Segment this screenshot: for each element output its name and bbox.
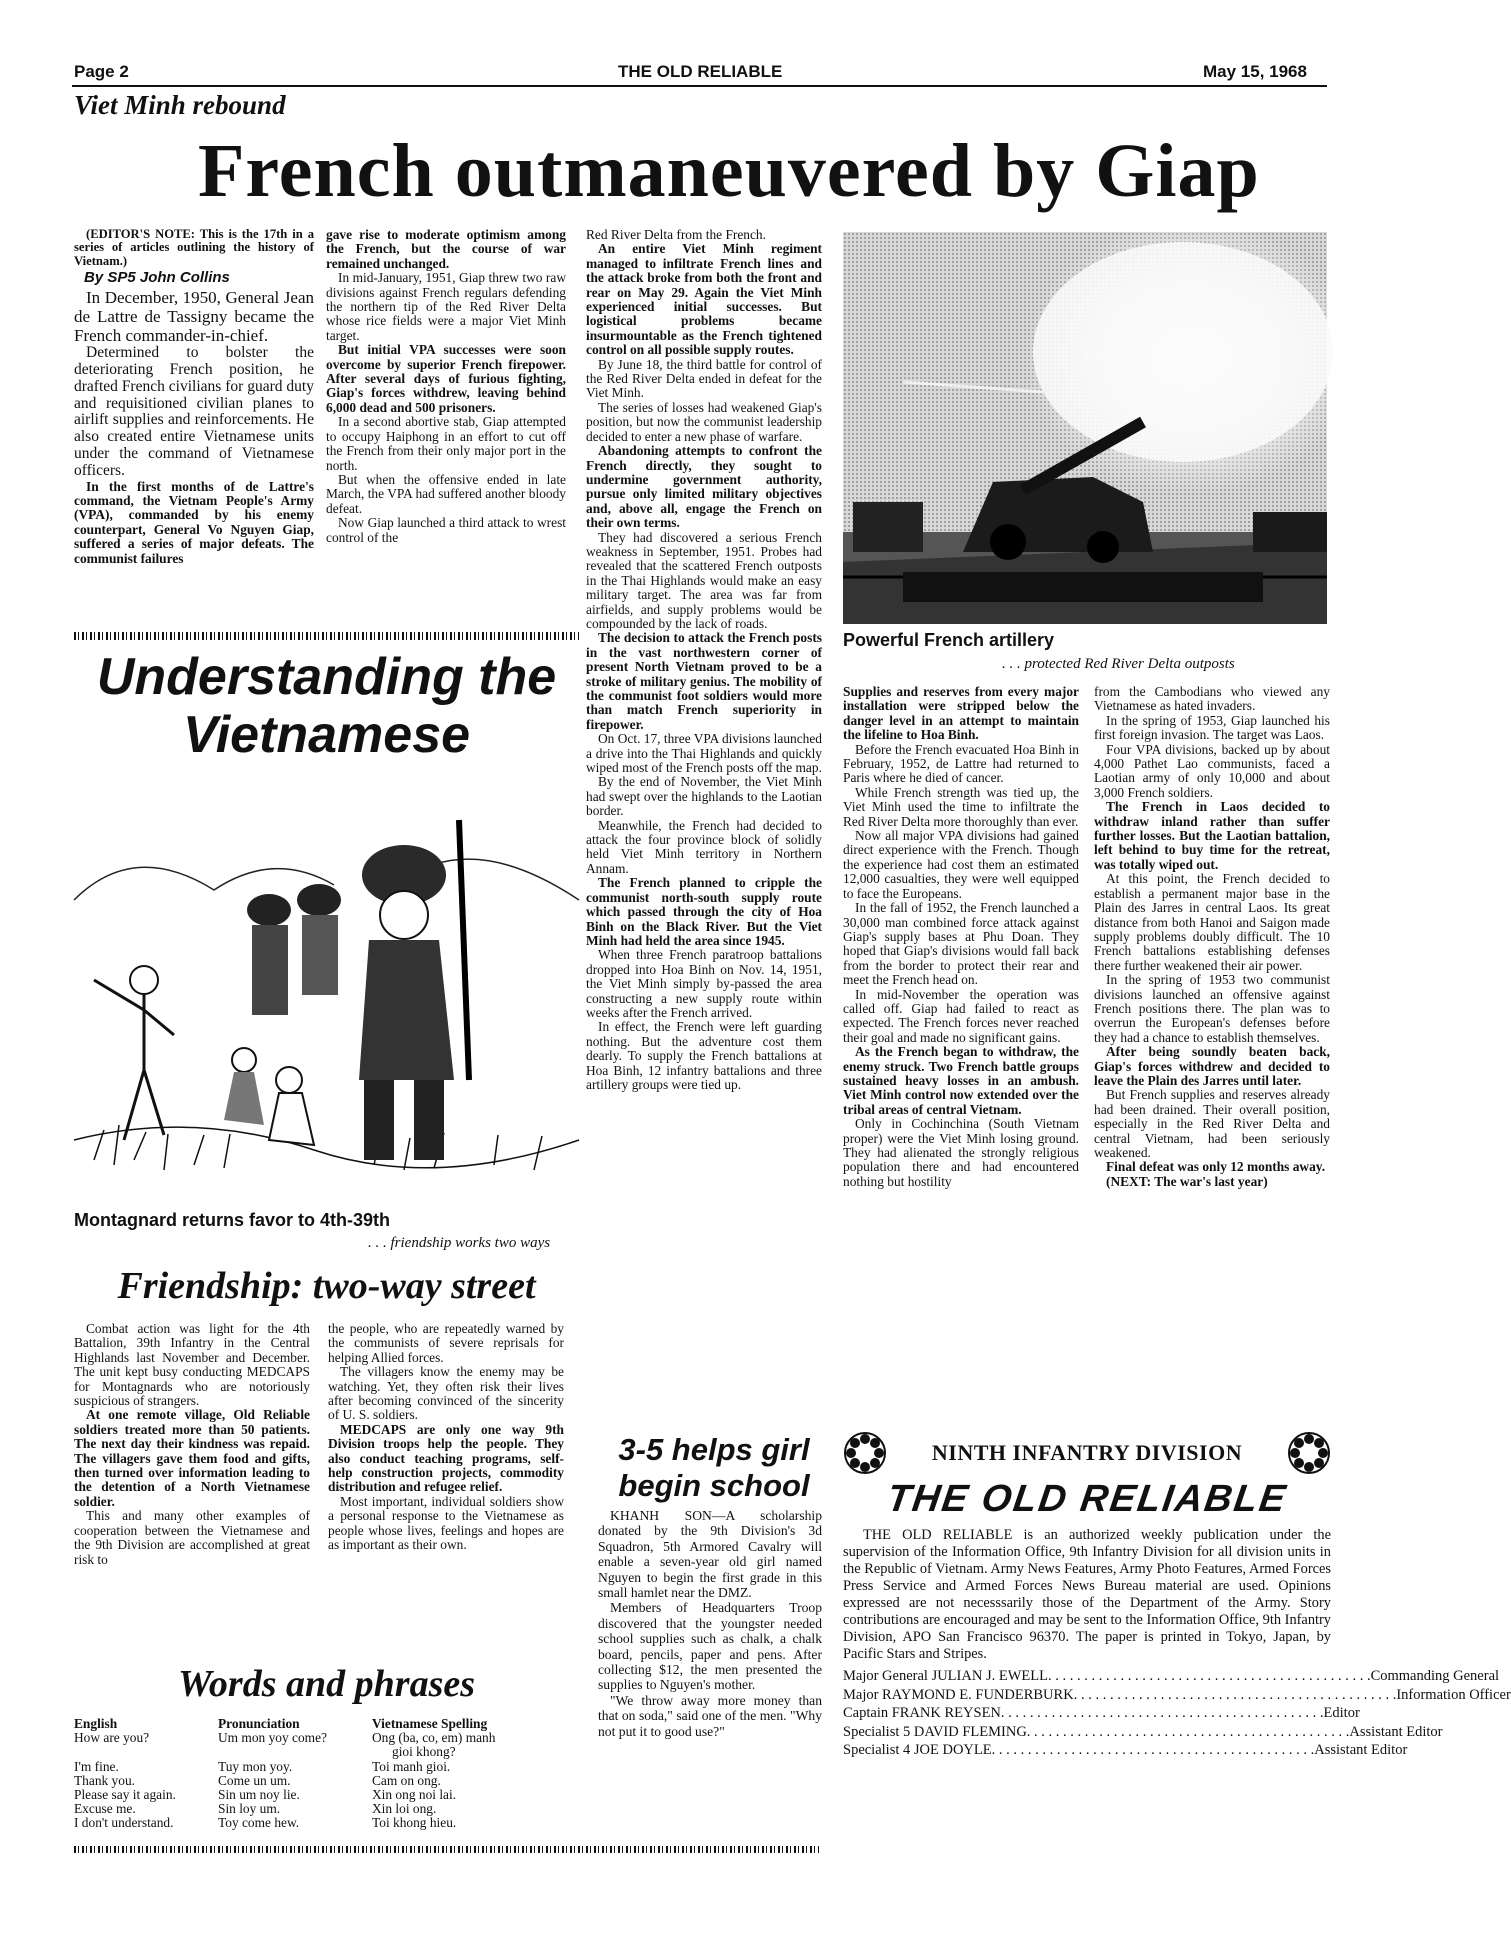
phrase-pronunciation: Toy come hew. [218,1815,300,1831]
octofoil-insignia-icon [1287,1431,1331,1475]
issue-date: May 15, 1968 [1203,62,1307,81]
phrase-vietnamese: Cam on ong. [372,1772,441,1788]
phrase-english: Please say it again. [74,1787,176,1803]
artillery-subcaption: . . . protected Red River Delta outposts [1002,656,1235,672]
phrase-row [74,1760,499,1774]
leader-dots: . . . . . . . . . . . . . . . . . . . . . . . . . . . . . . . . . . . . . . . . . . . . . [1026,1723,1350,1740]
octofoil-insignia-icon [843,1431,887,1475]
paragraph: In mid-November the operation was called off. Giap had failed to react as expected. The French forces never reached their goal and made no significant gains. [843,986,1079,1045]
paragraph: But when the offensive ended in late March, the VPA had suffered another bloody defeat. [326,471,566,516]
paragraph: Determined to bolster the deteriorating French position, he drafted French civilians for guard duty and requisitioned civilian planes to airlift supplies and reinforcements. He also created entire Vietnamese units under the command of Vietnamese officers. [74,344,314,479]
leader-dots: . . . . . . . . . . . . . . . . . . . . . . . . . . . . . . . . . . . . . . . . . . . . . [991,1742,1315,1759]
paper-name: THE OLD RELIABLE [618,62,783,81]
phrase-row [74,1745,499,1759]
paragraph: In mid-January, 1951, Giap threw two raw divisions against French regulars defending the northern tip of the Red River Delta whose rice fields were a major Viet Minh target. [326,270,566,343]
paragraph: This and many other examples of cooperation between the Vietnamese and the 9th Division are accomplished at great risk to [74,1508,310,1567]
paragraph: Now Giap launched a third attack to wrest control of the [326,515,566,545]
staff-name: Specialist 5 DAVID FLEMING [843,1723,1027,1740]
phrase-pronunciation: Come un um. [218,1772,291,1788]
paragraph: Only in Cochinchina (South Vietnam proper) were the Viet Minh losing ground. They had alienated the strongly religious population there and had encountered nothing but hostility [843,1116,1079,1189]
montagnard-subcaption: . . . friendship works two ways [368,1235,551,1251]
story-column-1 [74,228,314,628]
paragraph: Meanwhile, the French had decided to attack the four province block of solidly held Viet Minh territory in Northern Annam. [586,817,822,876]
paragraph: But French supplies and reserves already had been drained. Their overall position, especially in the Red River Delta and central Vietnam, had been seriously weakened. [1094,1087,1330,1160]
staff-name: Specialist 4 JOE DOYLE [843,1742,992,1759]
story-column-3 [586,228,822,1428]
phrase-english: Excuse me. [74,1801,136,1817]
staff-name: Major RAYMOND E. FUNDERBURK [843,1686,1074,1703]
paragraph: At this point, the French decided to establish a permanent major base in the Plain des Jarres in central Laos. Its great distance from both Hanoi and Saigon made supply problems doubly difficult. The 10 French battalions establishing defenses there further weakened their air power. [1094,871,1330,973]
phrase-english [74,1745,218,1759]
story-column-4 [843,685,1079,1425]
phrases-headline: Words and phrases [177,1663,476,1705]
section-divider [74,632,579,640]
phrase-vietnamese: Toi khong hieu. [372,1815,457,1831]
phrase-pronunciation: Um mon yoy come? [218,1730,327,1746]
paragraph: The series of losses had weakened Giap's position, but now the communist leadership decided to enter a new phase of warfare. [586,399,822,444]
editor-note: (EDITOR'S NOTE: This is the 17th in a series of articles outlining the history of Vietnam.) [74,227,314,268]
paragraph: Combat action was light for the 4th Battalion, 39th Infantry in the Central Highlands last November and December. The unit kept busy conducting MEDCAPS for Montagnards who are notoriously suspicious of strangers. [74,1321,310,1409]
understanding-headline [74,648,579,764]
paragraph: When three French paratroop battalions dropped into Hoa Binh on Nov. 14, 1951, the Viet Minh simply by-passed the area constructing a new supply route within weeks after the French arrived. [586,947,822,1020]
paragraph: The villagers know the enemy may be watching. Yet, they often risk their lives after becoming convinced of the sincerity of U. S. soldiers. [328,1364,564,1423]
phrases-header: Pronunciation [218,1716,300,1731]
artillery-caption: Powerful French artillery [843,630,1055,650]
friendship-column-1 [74,1322,310,1667]
leader-dots: . . . . . . . . . . . . . . . . . . . . . . . . . . . . . . . . . . . . . . . . . . . . . [1000,1705,1324,1722]
paragraph: the people, who are repeatedly warned by the communists of severe reprisals for helping Allied forces. [328,1321,564,1365]
montagnard-illustration [74,780,579,1180]
phrase-english: I don't understand. [74,1815,174,1831]
phrase-english: How are you? [74,1730,150,1746]
staff-role: Assistant Editor [1349,1723,1443,1740]
paragraph: As the French began to withdraw, the enemy struck. Two French battle groups sustained heavy losses in an ambush. Viet Minh control now extended over the tribal areas of central Vietnam. [843,1044,1079,1117]
staff-role: Editor [1323,1705,1360,1722]
masthead [843,1432,1511,1862]
staff-name: Major General JULIAN J. EWELL [843,1668,1048,1684]
paragraph: In effect, the French were left guarding nothing. But the adventure cost them dearly. To supply the French battalions at Hoa Binh, 12 infantry battalions and three artillery groups were tied up. [586,1019,822,1092]
staff-name: Captain FRANK REYSEN [843,1705,1001,1722]
masthead-body: THE OLD RELIABLE is an authorized weekly publication under the supervision of the Information Office, 9th Infantry Division for all division units in the Republic of Vietnam. Army News Features, Army Photo Features, Armed Forces Press Service and Armed Forces News Bureau material are used. Opinions expressed are not necesssarily those of the Department of the Army. Story contributions are encouraged and may be sent to the Information Office, 9th Infantry Division, APO San Francisco 96370. The paper is printed in Tokyo, Japan, by Pacific Stars and Stripes. [843,1527,1331,1662]
paragraph: An entire Viet Minh regiment managed to infiltrate French lines and the attack broke from both the front and rear on May 29. Again the Viet Minh experienced initial successes. But logistical problems became insurmountable as the French tightened control on all possible supply routes. [586,241,822,358]
paragraph: After being soundly beaten back, Giap's forces withdrew and decided to leave the Plain des Jarres until later. [1094,1044,1330,1088]
staff-role: Assistant Editor [1314,1742,1408,1759]
phrase-pronunciation [218,1745,372,1759]
paragraph: from the Cambodians who viewed any Vietnamese as hated invaders. [1094,684,1330,714]
phrase-row [74,1731,499,1745]
masthead-division: NINTH INFANTRY DIVISION [931,1440,1243,1465]
paragraph: Most important, individual soldiers show a personal response to the Vietnamese as people whose lives, feelings and hopes are as important as their own. [328,1493,564,1553]
paragraph: On Oct. 17, three VPA divisions launched a drive into the Thai Highlands and quickly wiped most of the French posts off the map. [586,731,822,776]
phrase-vietnamese: Xin ong noi lai. [372,1787,457,1803]
phrase-english: Thank you. [74,1772,135,1788]
paragraph: (NEXT: The war's last year) [1106,1173,1268,1189]
page-number: Page 2 [74,62,129,81]
paragraph: Before the French evacuated Hoa Binh in February, 1952, de Lattre had returned to Paris where he died of cancer. [843,741,1079,786]
paragraph: gave rise to moderate optimism among the French, but the course of war remained unchanged. [326,227,566,271]
header-rule [72,85,1327,87]
paragraph: At one remote village, Old Reliable soldiers treated more than 50 patients. The next day their kindness was repaid. The villagers gave them food and gifts, then turned over information leading to the detention of a North Vietnamese soldier. [74,1407,310,1509]
byline: By SP5 John Collins [84,269,230,287]
paragraph: KHANH SON—A scholarship donated by the 9th Division's 3d Squadron, 5th Armored Cavalry will enable a seven-year old girl named Nguyen to begin the first grade in this small hamlet near the DMZ. [598,1508,822,1601]
paragraph: The French planned to cripple the communist north-south supply route which passed through the city of Hoa Binh on the Black River. But the Viet Minh had held the area since 1945. [586,875,822,948]
phrases-table [74,1717,499,1831]
phrase-vietnamese: Xin loi ong. [372,1801,437,1817]
paragraph: Final defeat was only 12 months away. [1106,1159,1326,1175]
staff-row [843,1723,1443,1742]
school-headline [598,1432,830,1504]
phrase-row [74,1774,499,1788]
artillery-photo [843,232,1327,624]
staff-row [843,1667,1500,1686]
staff-row [843,1741,1408,1760]
school-headline-line: begin school [618,1468,810,1503]
soldiers-and-villagers-drawing [74,780,579,1180]
paragraph: Now all major VPA divisions had gained direct experience with the French. Though the experience had cost them an estimated 12,000 casualties, they were well equipped to face the Europeans. [843,828,1079,901]
paragraph: In the fall of 1952, the French launched a 30,000 man combined force attack against Giap's supply bases at Phu Doan. They hoped that Giap's divisions would fall back from the border to protect their rear and meet the French head on. [843,900,1079,988]
paragraph: By June 18, the third battle for control of the Red River Delta ended in defeat for the Viet Minh. [586,356,822,401]
phrase-row [74,1788,499,1802]
paragraph: In the spring of 1953 two communist divisions launched an offensive against French positions there. The plan was to overrun the European's defenses before they had a chance to establish themselves. [1094,972,1330,1045]
paragraph: Supplies and reserves from every major installation were stripped below the danger level in an attempt to maintain the lifeline to Hoa Binh. [843,684,1079,743]
paragraph: In a second abortive stab, Giap attempted to occupy Haiphong in an effort to cut off the French from their only major port in the north. [326,414,566,473]
paragraph: In December, 1950, General Jean de Lattre de Tassigny became the French commander-in-chief. [74,288,314,346]
staff-row [843,1686,1511,1705]
paragraph: But initial VPA successes were soon overcome by superior French firepower. After several days of furious fighting, Giap's forces withdrew, leaving behind 6,000 dead and 500 prisoners. [326,342,566,415]
phrase-vietnamese: gioi khong? [392,1744,456,1760]
phrase-row [74,1816,499,1830]
paragraph: "We throw away more money than that on soda," said one of the men. "Why not put it to good use?" [598,1692,822,1739]
understanding-headline-line: Vietnamese [182,706,471,764]
phrase-english: I'm fine. [74,1758,119,1774]
paragraph: While French strength was tied up, the Viet Minh used the time to infiltrate the Red River Delta more thoroughly than ever. [843,784,1079,829]
phrases-header: English [74,1716,118,1731]
paragraph: In the spring of 1953, Giap launched his first foreign invasion. The target was Laos. [1094,712,1330,743]
paragraph: MEDCAPS are only one way 9th Division troops help the people. They also conduct teaching programs, self-help construction projects, commodity distribution and refugee relief. [328,1421,564,1495]
artillery-illustration [843,232,1327,624]
story-column-2 [326,228,566,630]
paragraph: The French in Laos decided to withdraw inland rather than suffer further losses. But the Laotian battalion, left behind to buy time for the retreat, was totally wiped out. [1094,799,1330,872]
staff-row [843,1704,1360,1723]
paragraph: By the end of November, the Viet Minh had swept over the highlands to the Laotian border. [586,774,822,819]
story-column-5 [1094,685,1330,1425]
staff-list [843,1667,1511,1760]
leader-dots: . . . . . . . . . . . . . . . . . . . . . . . . . . . . . . . . . . . . . . . . . . . . . [1073,1686,1397,1703]
phrase-vietnamese: Ong (ba, co, em) manh [372,1730,496,1746]
phrase-pronunciation: Sin um noy lie. [218,1787,300,1803]
story-kicker: Viet Minh rebound [74,90,286,120]
masthead-title: THE OLD RELIABLE [884,1478,1290,1520]
paragraph: In the first months of de Lattre's command, the Vietnam People's Army (VPA), commanded by his enemy counterpart, General Vo Nguyen Giap, suffered a series of major defeats. The communist failures [74,478,314,566]
friendship-column-2 [328,1322,564,1667]
phrase-pronunciation: Tuy mon yoy. [218,1758,293,1774]
staff-role: Commanding General [1370,1668,1500,1684]
masthead-top [843,1432,1331,1474]
phrase-pronunciation: Sin loy um. [218,1801,281,1817]
paragraph: Four VPA divisions, backed up by about 4,000 Pathet Lao communists, faced a Laotian army of only 10,000 and about 3,000 French soldiers. [1094,741,1330,800]
school-story [598,1508,822,1848]
phrase-row [74,1802,499,1816]
paragraph: Red River Delta from the French. [586,227,766,242]
phrases-header: Vietnamese Spelling [372,1716,488,1731]
phrases-table-wrapper [74,1717,579,1831]
montagnard-caption: Montagnard returns favor to 4th-39th [74,1210,391,1230]
school-headline-line: 3-5 helps girl [618,1432,810,1467]
friendship-headline: Friendship: two-way street [117,1265,536,1307]
paragraph: Abandoning attempts to confront the French directly, they sought to undermine government authority, pursue only limited military objectives and, above all, engage the French on their own terms. [586,443,822,531]
paragraph: They had discovered a serious French weakness in September, 1951. Probes had revealed that the scattered French outposts in the Thai Highlands would make an easy military target. The area was far from airfields, and supply problems would be compounded by the lack of roads. [586,529,822,631]
understanding-headline-line: Understanding the [96,648,557,706]
phrase-vietnamese: Toi manh gioi. [372,1758,451,1774]
staff-role: Information Officer [1396,1686,1511,1703]
paragraph: Members of Headquarters Troop discovered that the youngster needed school supplies such as chalk, a chalk board, pencils, paper and pens. After collecting $12, the men presented the supplies to Nguyen's mother. [598,1600,822,1693]
story-headline: French outmaneuvered by Giap [198,129,1260,213]
leader-dots: . . . . . . . . . . . . . . . . . . . . . . . . . . . . . . . . . . . . . . . . . . . . . [1047,1668,1371,1684]
paragraph: The decision to attack the French posts in the vast northwestern corner of present North Vietnam proved to be a stroke of military genius. The mobility of the communist foot soldiers would more than match French superiority in firepower. [586,630,822,732]
